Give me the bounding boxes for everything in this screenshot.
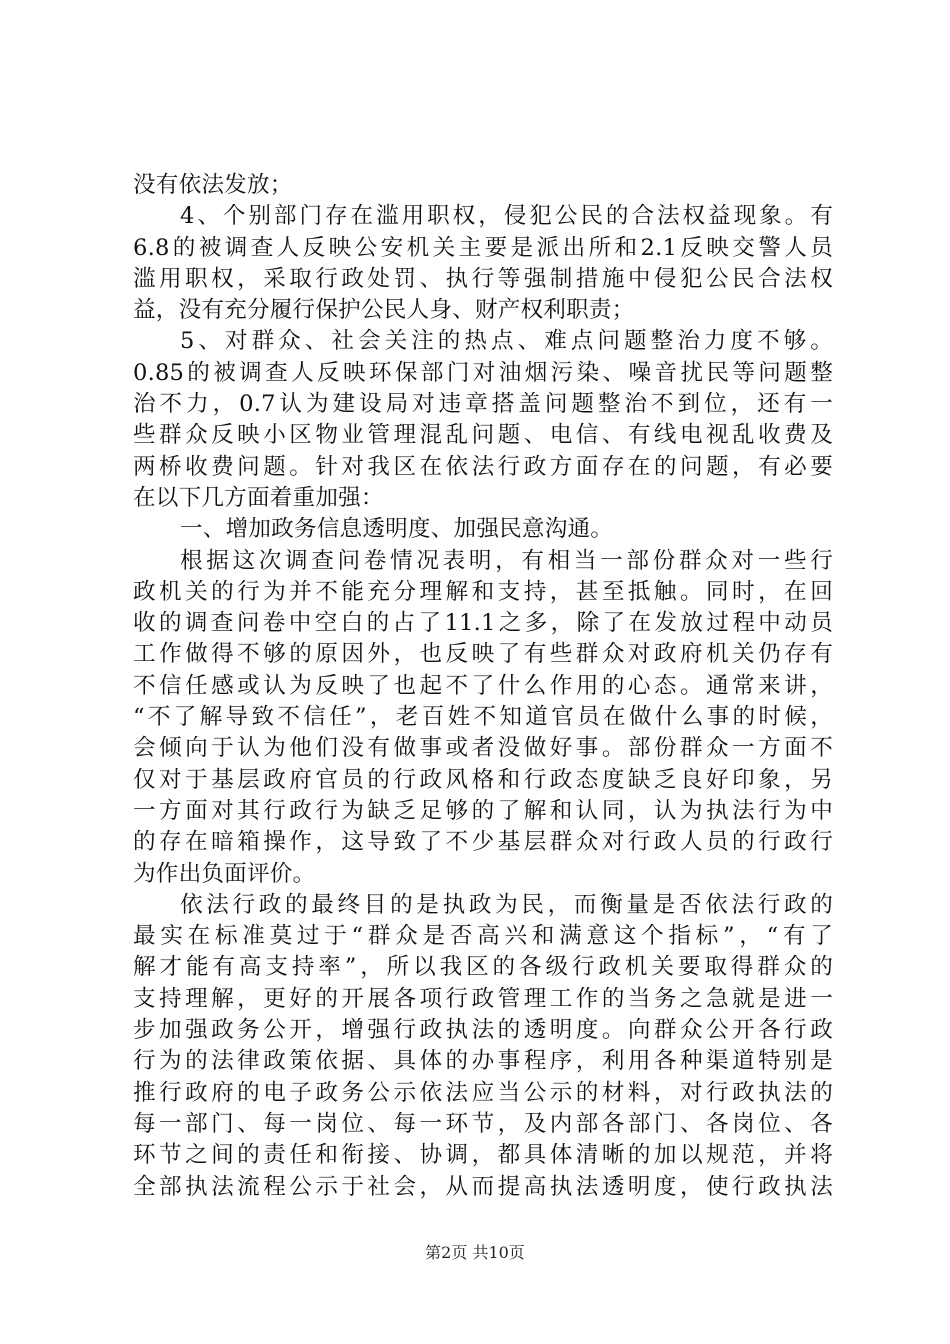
text-line: 依法行政的最终目的是执政为民，而衡量是否依法行政的 bbox=[180, 891, 833, 918]
text-line: 收的调查问卷中空白的占了11.1之多，除了在发放过程中动员 bbox=[133, 610, 833, 637]
text-line: 步加强政务公开，增强行政执法的透明度。向群众公开各行政 bbox=[133, 1017, 833, 1044]
text-line: 环节之间的责任和衔接、协调，都具体清晰的加以规范，并将 bbox=[133, 1142, 833, 1169]
text-line: 治不力，0.7认为建设局对违章搭盖问题整治不到位，还有一 bbox=[133, 391, 833, 418]
text-line: 6.8的被调查人反映公安机关主要是派出所和2.1反映交警人员 bbox=[133, 234, 833, 261]
text-line: 不信任感或认为反映了也起不了什么作用的心态。通常来讲， bbox=[133, 672, 833, 699]
text-line: 4、个别部门存在滥用职权，侵犯公民的合法权益现象。有 bbox=[180, 203, 833, 230]
text-line: 解才能有高支持率”，所以我区的各级行政机关要取得群众的 bbox=[133, 954, 833, 981]
text-line: 滥用职权，采取行政处罚、执行等强制措施中侵犯公民合法权 bbox=[133, 265, 833, 292]
text-line: “不了解导致不信任”，老百姓不知道官员在做什么事的时候， bbox=[133, 704, 833, 731]
text-line: 没有依法发放； bbox=[133, 172, 293, 198]
text-line: 在以下几方面着重加强： bbox=[133, 484, 384, 511]
section-heading: 一、增加政务信息透明度、加强民意沟通。 bbox=[180, 516, 614, 543]
text-line: 仅对于基层政府官员的行政风格和行政态度缺乏良好印象，另 bbox=[133, 766, 833, 793]
page-number-footer: 第2页 共10页 bbox=[425, 1243, 525, 1262]
text-line: 的存在暗箱操作，这导致了不少基层群众对行政人员的行政行 bbox=[133, 829, 833, 856]
text-line: 根据这次调查问卷情况表明，有相当一部份群众对一些行 bbox=[180, 547, 833, 574]
text-line: 会倾向于认为他们没有做事或者没做好事。部份群众一方面不 bbox=[133, 735, 833, 762]
text-line: 政机关的行为并不能充分理解和支持，甚至抵触。同时，在回 bbox=[133, 578, 833, 605]
text-line: 全部执法流程公示于社会，从而提高执法透明度，使行政执法 bbox=[133, 1173, 833, 1200]
text-line: 为作出负面评价。 bbox=[133, 860, 316, 887]
text-line: 推行政府的电子政务公示依法应当公示的材料，对行政执法的 bbox=[133, 1079, 833, 1106]
text-line: 两桥收费问题。针对我区在依法行政方面存在的问题，有必要 bbox=[133, 453, 833, 480]
text-line: 支持理解，更好的开展各项行政管理工作的当务之急就是进一 bbox=[133, 985, 833, 1012]
text-line: 益，没有充分履行保护公民人身、财产权利职责； bbox=[133, 297, 635, 324]
text-line: 些群众反映小区物业管理混乱问题、电信、有线电视乱收费及 bbox=[133, 422, 833, 449]
text-line: 5、对群众、社会关注的热点、难点问题整治力度不够。 bbox=[180, 328, 833, 355]
text-line: 最实在标准莫过于“群众是否高兴和满意这个指标”，“有了 bbox=[133, 923, 833, 950]
text-line: 0.85的被调查人反映环保部门对油烟污染、噪音扰民等问题整 bbox=[133, 359, 833, 386]
document-body bbox=[133, 170, 833, 1203]
text-line: 每一部门、每一岗位、每一环节，及内部各部门、各岗位、各 bbox=[133, 1110, 833, 1137]
text-line: 行为的法律政策依据、具体的办事程序，利用各种渠道特别是 bbox=[133, 1048, 833, 1075]
text-line: 工作做得不够的原因外，也反映了有些群众对政府机关仍存有 bbox=[133, 641, 833, 668]
text-line: 一方面对其行政行为缺乏足够的了解和认同，认为执法行为中 bbox=[133, 797, 833, 824]
